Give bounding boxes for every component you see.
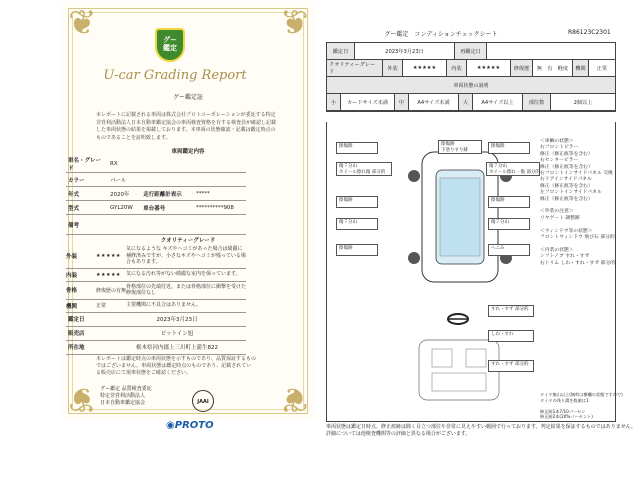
condition-sheet-header [326,42,616,112]
damage-note: すれ・すず 部分的 [488,305,534,317]
parts-label: 部位数 [523,94,551,110]
vehicle-state-legend: ＜車輌の状態＞ 右フロントピラー 修正（修正痕等を含む） 右センターピラー 修正（修正痕等を含む） 右フロントインサイドパネル 交換 右リアインサイドパネル 修正（修正痕等を含む） 左フロントインサイドパネル 修正（修正痕等を含む） ＜外装の注意＞ リヤゲート 調整跡 ＜ウィンドウ等の状態＞ フロントウィンドウ 飛び石 部分的 ＜内装の状態＞ シフトノブ すれ・すず 右トリム しわ・すれ・すず 部分的 [540,139,616,266]
damage-note: 擦傷跡 [336,196,378,208]
damage-note: しわ・すれ [488,330,534,342]
quality-row-exterior [66,244,246,269]
quality-grade-list [66,244,246,313]
certificate-intro: 本レポートに記載される車両は株式会社プロトコーポレーションが委託する特定非営利活動法人日本自動車鑑定協会の車両検査資格を有する検査員が確認し記載した車両状態の結果を掲載しております。本車両の状態確認・記載は鑑定時点のものであることを証明致します。 [96,112,277,141]
car-roof [440,178,480,256]
row-label: 型式 [66,201,108,215]
report-number: R86123C2301 [568,29,611,36]
logo-text: グー 鑑定 [163,36,177,52]
damage-note: 擦傷跡 [488,142,530,154]
damage-note: へこみ [488,244,530,256]
row-label: 年式 [66,187,108,201]
row-label: 備考 [66,215,108,235]
ext-label: 外装 [383,60,403,76]
quality-value: 正常 [96,303,107,309]
quality-value: 修復歴の有無 [96,287,127,294]
quality-text: 気になるような キズやヘコミがあった場合は綺麗に補修済みですが、小さなキズやヘコミが残っている場合もあります。 [126,246,246,265]
row-label2 [141,156,194,173]
size-small-desc: カードサイズ未満 [341,94,395,110]
sheet-title: グー鑑定 コンディションチェックシート [384,31,498,38]
date-label: 鑑定日 [66,312,108,326]
proto-logo [166,420,214,431]
steering-wheel-icon [446,312,470,326]
damage-note: 傷７分山 ホイール擦れ傷 部分的 [336,162,392,176]
int-stars: ★★★★★ [467,60,511,76]
engine-value: 正常 [596,65,608,72]
date-label: 鑑定日 [327,43,355,59]
size-big-desc: A4サイズ以上 [473,94,523,110]
row-value2: ***** [194,187,246,201]
table-row [66,173,246,187]
quality-label: 外装 [66,253,78,260]
vehicle-table [66,156,246,235]
repair-options: 無 有 軽度 [533,60,573,76]
quality-text: 気になる汚れ等がない綺麗な室内を保っています。 [126,271,241,278]
vehicle-section-heading: 車両鑑定内容 [171,149,205,155]
certificate-script-title: U-car Grading Report [103,68,247,83]
redate-value [487,43,615,59]
address-label: 所在地 [66,340,108,354]
jaai-logo: JAAI [192,390,214,412]
row-label2 [141,173,194,187]
size-legend-row [327,94,615,111]
engine-label: 機関 [573,60,589,76]
damage-note: すれ・すず 部分的 [488,360,534,372]
damage-note: 擦傷跡 [336,244,378,256]
quality-text: 骨格部位の先端付近、または骨格部位に衝撃を受けた修復部位なし [126,283,247,296]
tire-front-left-icon [408,170,420,182]
int-label: 内装 [447,60,467,76]
certificate-subtitle: グー鑑定証 [172,94,203,101]
row-label2: 走行距離計表示 [141,187,194,201]
table-row [66,215,246,235]
quality-row-engine [66,300,246,313]
date-value: 2023年3月23日 [355,43,455,59]
shop-value: ピットイン旭 [108,326,246,340]
damage-note: 擦傷跡 [336,142,378,154]
row-value2: **********908 [194,201,246,215]
table-row [66,326,246,340]
row-value: RX [108,156,141,173]
size-mid-desc: A4サイズ未満 [409,94,459,110]
quality-row-interior [66,269,246,282]
grade-row [327,60,615,77]
quality-label: 内装 [66,272,78,279]
quality-text: 主要機関に不具合はありません。 [126,302,202,309]
sheet-footer-note: 車両状態は鑑定日時点、修正痕跡は除く目立つ部位や非常に見えやすい範囲で行っております。判定結果を保証するものではありません。 詳細については他検査機関等の評価と異なる場合がございます。 [326,424,636,437]
row-value2 [194,173,246,187]
tire-rear-left-icon [408,252,420,264]
quality-section-heading: クオリティーグレード [160,238,216,244]
corner-ornament-bl: ❦ [68,379,97,419]
damage-note: 擦傷跡 下塗りすり跡 [438,140,482,154]
table-row [66,156,246,173]
row-value [108,215,246,235]
proto-text: PROTO [174,420,214,431]
row-value: パール [108,173,141,187]
issuer-text: グー鑑定 品質検査委託 特定非営利活動法人 日本自動車鑑定協会 [100,386,152,406]
damage-note: 傷７分山 [336,218,378,230]
row-label: 車名・グレード [66,156,108,173]
size-big-label: 大 [459,94,473,110]
dealer-table [66,312,246,355]
damage-note: 傷７分山 [488,218,530,230]
shop-label: 販売店 [66,326,108,340]
row-label2: 車台番号 [141,201,194,215]
date-row [327,43,615,60]
table-row [66,201,246,215]
corner-ornament-br: ❦ [279,379,308,419]
tire-note: タイヤ無山以上(無料は横欄の状態ですので) タイヤの残り溝を数値は1 修正跡1本7/10パーセン 修正跡2本(20%パーセント) [540,392,623,420]
redate-label: 再鑑定日 [455,43,487,59]
corner-ornament-tl: ❦ [68,3,97,43]
row-value: 2020年 [108,187,141,201]
date-value: 2023年3月23日 [108,312,246,326]
quality-row-frame [66,282,246,300]
table-row [66,312,246,326]
address-value: 栃木県河内郡上三川町上蒲生822 [108,340,246,354]
state-heading: 車両状態の説明 [453,82,489,89]
qg-label: クオリティーグレード [327,60,383,76]
quality-label: 機関 [66,303,78,310]
row-label: カラー [66,173,108,187]
quality-stars: ★★★★★ [96,271,121,278]
table-row [66,187,246,201]
proto-circle-icon: ◉ [166,420,175,431]
size-small-label: 小 [327,94,341,110]
quality-label: 骨格 [66,288,78,294]
damage-note: 擦傷跡 [488,196,530,208]
corner-ornament-tr: ❦ [279,3,308,43]
goo-kantei-logo [155,28,185,62]
row-value2 [194,156,246,173]
state-heading-row [327,77,615,94]
damage-note: 傷７分山 ホイール擦れ・傷 部分的 [486,162,540,176]
repair-label: 修復歴 [511,60,533,76]
size-mid-label: 中 [395,94,409,110]
ext-stars: ★★★★★ [403,60,447,76]
table-row [66,340,246,354]
row-value: GYL20W [108,201,141,215]
certificate-note: 本レポートは鑑定時点の車両状態を示すものであり、品質保証するものではございません。車両状態は鑑定時点のものであり、記載されている販売店にて現車状態をご確認ください。 [96,356,257,376]
quality-stars: ★★★★★ [96,252,121,259]
parts-value: 2個以上 [573,99,593,106]
